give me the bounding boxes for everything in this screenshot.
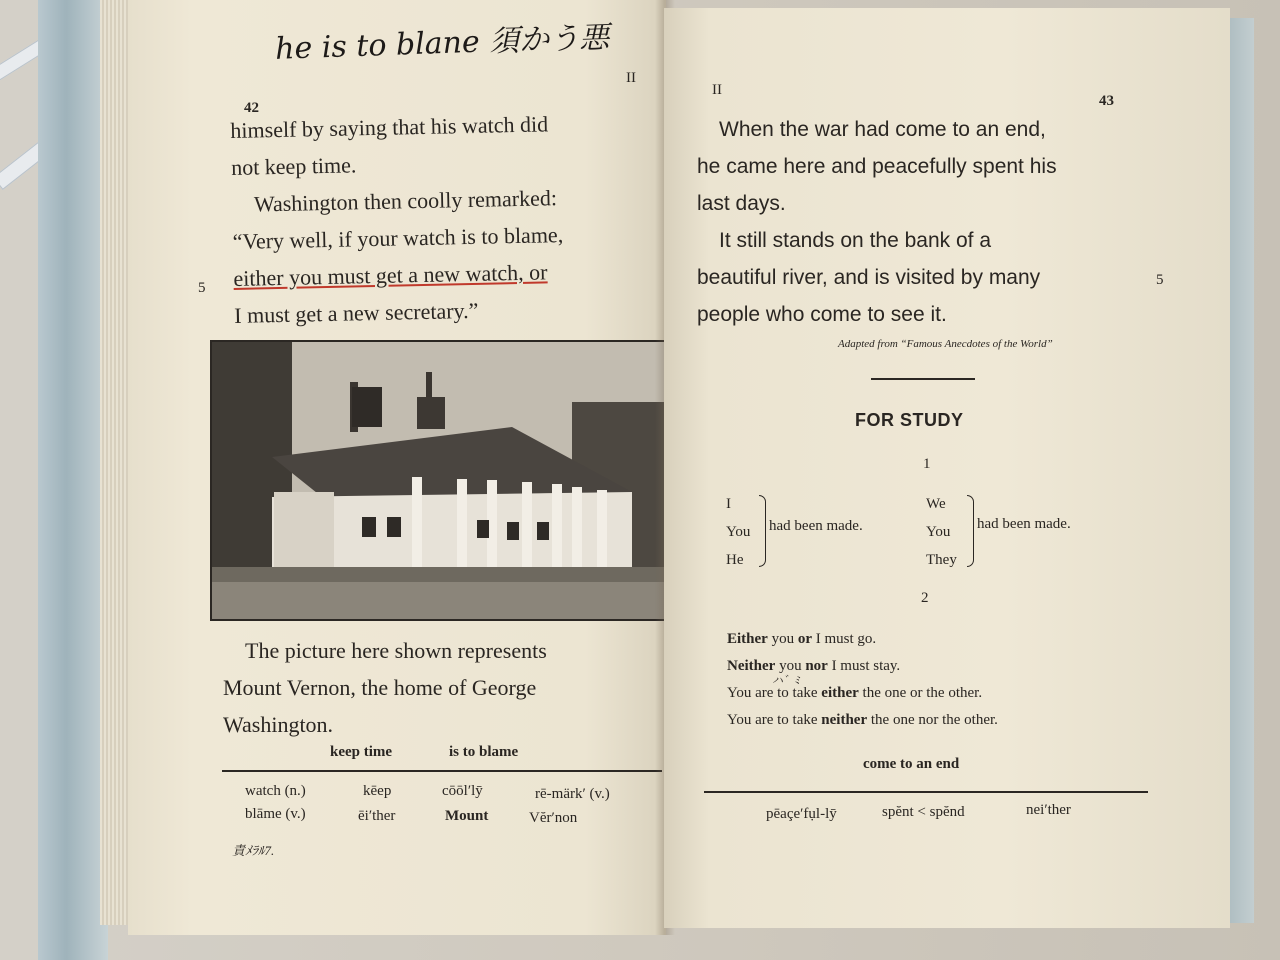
sentence-either-or: Either you or I must go. <box>727 631 877 647</box>
sentence-take-neither: You are to take neither the one nor the other. <box>727 712 998 728</box>
mount-vernon-photo <box>210 340 666 621</box>
left-line-6: I must get a new secretary.” <box>234 297 479 328</box>
right-paragraph-2 <box>697 222 1040 333</box>
exercise-1-left-brace <box>759 495 766 567</box>
vocab-neither: nei′ther <box>1026 802 1071 818</box>
exercise-1-left-phrase: had been made. <box>769 518 863 534</box>
attribution: Adapted from “Famous Anecdotes of the World” <box>838 338 1053 350</box>
caption-line-1: The picture here shown represents <box>245 638 547 663</box>
exercise-1-right-phrase: had been made. <box>977 516 1071 532</box>
right-page-number: 43 <box>1099 93 1114 109</box>
right-line-5: beautiful river, and is visited by many <box>697 266 1041 289</box>
right-roman-numeral: II <box>712 82 722 98</box>
pronoun-i: I <box>726 496 731 512</box>
left-line-1: himself by saying that his watch did <box>230 111 549 143</box>
phrase-come-to-an-end: come to an end <box>863 756 960 772</box>
left-roman-numeral: II <box>626 70 636 86</box>
right-line-1: When the war had come to an end, <box>719 118 1046 141</box>
book-cover-left <box>38 0 108 960</box>
right-vocab-rule <box>704 791 1148 793</box>
phrase-keep-time: keep time <box>330 744 393 760</box>
right-line-2: he came here and peacefully spent his <box>697 155 1057 178</box>
right-line-3: last days. <box>697 192 786 215</box>
vocab-mount: Mount <box>445 808 489 824</box>
right-paragraph-1 <box>697 111 1057 222</box>
handwritten-note-bottom: 責ﾒﾗﾙ7. <box>232 843 275 858</box>
left-line-2: not keep time. <box>230 152 357 180</box>
vocab-spent: spĕnt < spĕnd <box>882 804 965 820</box>
exercise-1-left-pronouns <box>726 490 750 574</box>
vocab-vernon: Vĕr′non <box>529 810 578 826</box>
mount-vernon-house-illustration <box>212 342 664 619</box>
vocab-peacefully: pēaçe′fụl-lȳ <box>766 806 837 822</box>
left-line-5: either you must get a new watch, or <box>233 259 548 291</box>
exercise-1-right-brace <box>967 495 974 567</box>
caption-line-2: Mount Vernon, the home of George <box>223 675 537 700</box>
left-caption <box>223 632 663 743</box>
right-line-4: It still stands on the bank of a <box>719 229 991 252</box>
right-margin-line-number: 5 <box>1156 272 1164 288</box>
vocab-blame: blāme (v.) <box>245 806 306 822</box>
caption-line-3: Washington. <box>223 712 334 737</box>
section-divider <box>871 378 975 380</box>
left-page-number: 42 <box>244 100 259 116</box>
left-line-4: “Very well, if your watch is to blame, <box>232 222 564 254</box>
sentence-take-either: You are to take either the one or the other. <box>727 685 983 701</box>
exercise-2-sentences <box>727 626 998 734</box>
handwritten-note-top: he is to blane 須かう悪 <box>274 20 610 67</box>
pronoun-they: They <box>926 552 957 568</box>
for-study-heading: FOR STUDY <box>855 410 964 430</box>
exercise-1-number: 1 <box>923 456 931 472</box>
left-line-3: Washington then coolly remarked: <box>253 185 558 217</box>
vocab-either: ēi′ther <box>358 808 396 824</box>
exercise-2-number: 2 <box>921 590 929 606</box>
vocab-keep: kēep <box>363 783 392 799</box>
pronoun-you-plural: You <box>926 524 951 540</box>
exercise-1-right-pronouns <box>926 490 957 574</box>
book-cover-right <box>1228 18 1254 923</box>
pronoun-he: He <box>726 552 744 568</box>
sentence-neither-nor: Neither you nor I must stay. <box>727 658 901 674</box>
left-paragraph <box>230 105 565 334</box>
handwritten-note-right: ハ゛ﾐ <box>772 675 800 687</box>
right-line-6: people who come to see it. <box>697 303 947 326</box>
vocab-coolly: cōōl′lȳ <box>442 783 483 799</box>
pronoun-we: We <box>926 496 946 512</box>
vocab-watch: watch (n.) <box>245 783 306 799</box>
pronoun-you: You <box>726 524 751 540</box>
vocab-remark: rē-märk′ (v.) <box>535 786 610 802</box>
phrase-is-to-blame: is to blame <box>449 744 519 760</box>
left-vocab-rule <box>222 770 662 772</box>
left-margin-line-number: 5 <box>198 280 206 296</box>
